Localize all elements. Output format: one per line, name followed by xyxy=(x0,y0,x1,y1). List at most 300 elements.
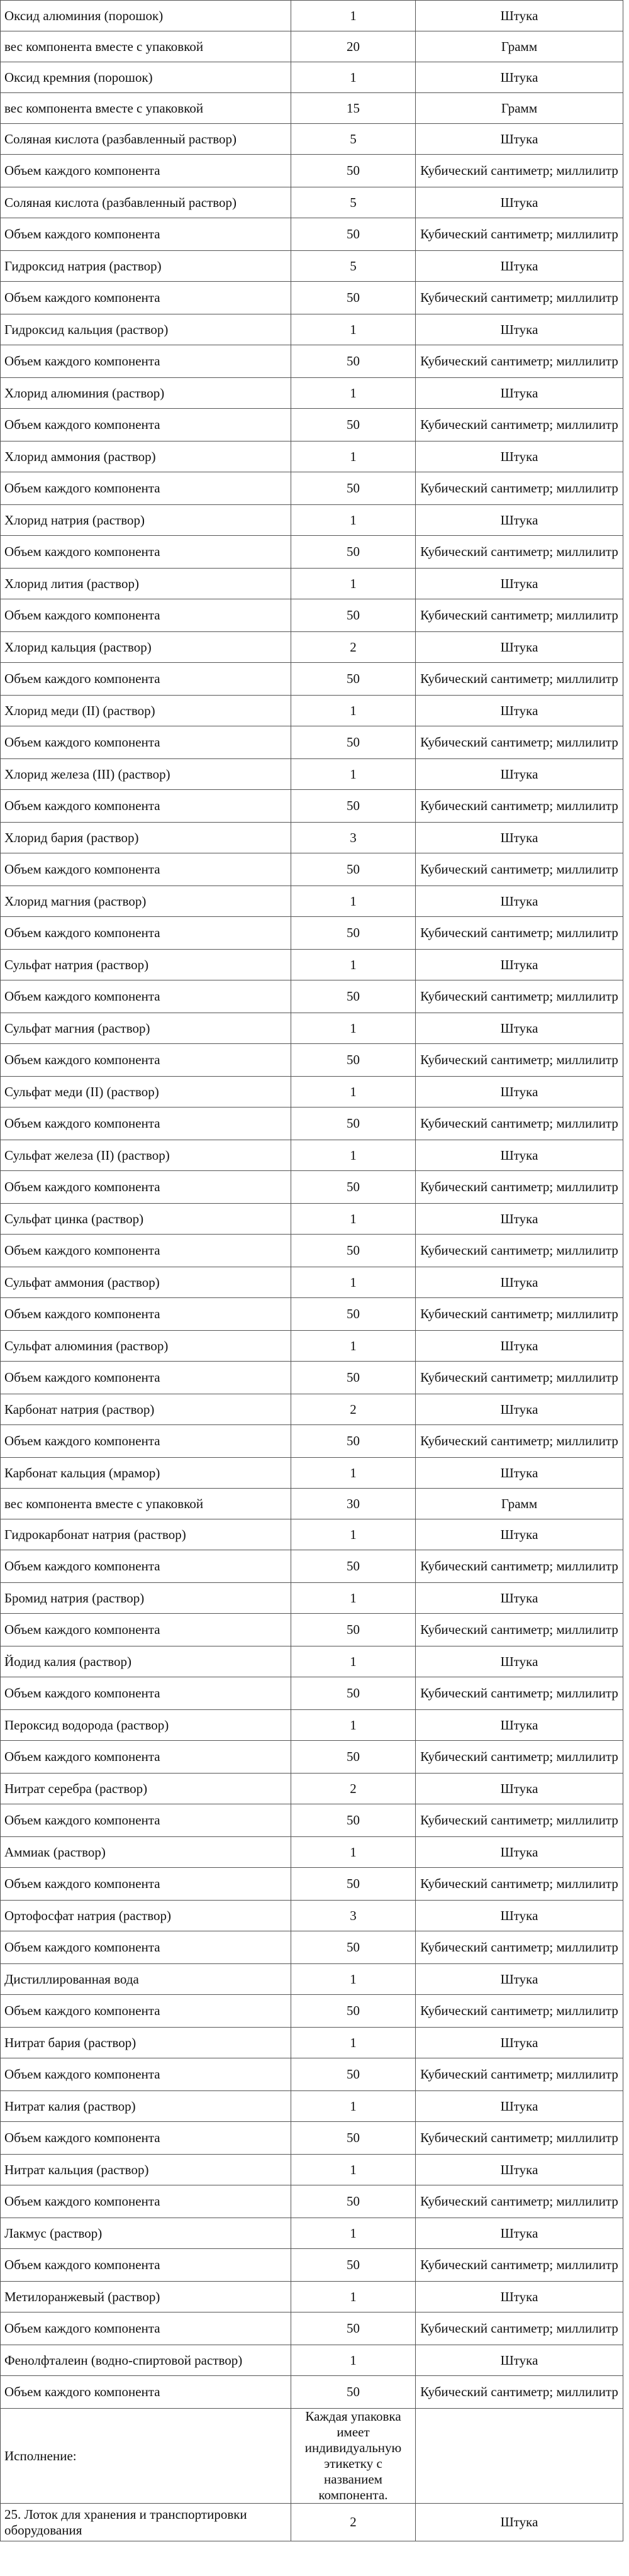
cell-name: Объем каждого компонента xyxy=(1,2376,291,2409)
table-row xyxy=(1,599,623,632)
cell-quantity: 2 xyxy=(291,1394,416,1425)
table-row xyxy=(1,1298,623,1331)
cell-name: Объем каждого компонента xyxy=(1,1108,291,1140)
cell-unit: Кубический сантиметр; миллилитр xyxy=(416,282,623,314)
cell-unit: Грамм xyxy=(416,93,623,124)
cell-quantity: Каждая упаковка имеет индивидуальную этикетку с названием компонента. xyxy=(291,2409,416,2504)
cell-name: Объем каждого компонента xyxy=(1,1804,291,1837)
table-row xyxy=(1,886,623,917)
table-row xyxy=(1,93,623,124)
cell-unit: Кубический сантиметр; миллилитр xyxy=(416,2185,623,2218)
cell-unit: Кубический сантиметр; миллилитр xyxy=(416,2249,623,2282)
cell-quantity: 1 xyxy=(291,2218,416,2249)
table-row xyxy=(1,2028,623,2058)
cell-quantity: 50 xyxy=(291,2122,416,2155)
table-row xyxy=(1,1331,623,1362)
cell-quantity: 1 xyxy=(291,1331,416,1362)
cell-unit: Кубический сантиметр; миллилитр xyxy=(416,1235,623,1267)
table-row xyxy=(1,632,623,663)
cell-unit: Штука xyxy=(416,2218,623,2249)
table-row xyxy=(1,187,623,218)
cell-name: Объем каждого компонента xyxy=(1,1362,291,1394)
cell-name: Сульфат алюминия (раствор) xyxy=(1,1331,291,1362)
table-row xyxy=(1,1741,623,1774)
cell-quantity: 50 xyxy=(291,2376,416,2409)
cell-name: Объем каждого компонента xyxy=(1,409,291,441)
table-row xyxy=(1,569,623,599)
table-row xyxy=(1,1235,623,1267)
cell-quantity: 50 xyxy=(291,1804,416,1837)
table-row xyxy=(1,1837,623,1868)
cell-name: Оксид алюминия (порошок) xyxy=(1,1,291,31)
cell-unit: Штука xyxy=(416,1331,623,1362)
table-row xyxy=(1,2122,623,2155)
table-row xyxy=(1,2312,623,2345)
cell-name: Объем каждого компонента xyxy=(1,1550,291,1583)
table-row xyxy=(1,1550,623,1583)
cell-name: Объем каждого компонента xyxy=(1,282,291,314)
cell-quantity: 50 xyxy=(291,409,416,441)
cell-quantity: 1 xyxy=(291,1140,416,1171)
cell-unit: Кубический сантиметр; миллилитр xyxy=(416,155,623,187)
table-row xyxy=(1,345,623,378)
cell-unit: Штука xyxy=(416,1394,623,1425)
cell-name: Хлорид железа (III) (раствор) xyxy=(1,759,291,790)
cell-quantity: 1 xyxy=(291,1458,416,1489)
cell-name: Объем каждого компонента xyxy=(1,917,291,950)
cell-quantity: 1 xyxy=(291,2345,416,2376)
cell-name: Объем каждого компонента xyxy=(1,790,291,823)
cell-unit: Штука xyxy=(416,2091,623,2122)
cell-unit: Штука xyxy=(416,1583,623,1614)
cell-unit: Штука xyxy=(416,2504,623,2541)
cell-quantity: 1 xyxy=(291,1837,416,1868)
cell-name: Карбонат кальция (мрамор) xyxy=(1,1458,291,1489)
cell-unit: Штука xyxy=(416,1901,623,1931)
cell-name: Сульфат цинка (раствор) xyxy=(1,1204,291,1235)
cell-unit: Кубический сантиметр; миллилитр xyxy=(416,1298,623,1331)
cell-quantity: 50 xyxy=(291,155,416,187)
cell-quantity: 1 xyxy=(291,696,416,726)
table-row xyxy=(1,1204,623,1235)
table-row xyxy=(1,2504,623,2541)
cell-quantity: 1 xyxy=(291,1583,416,1614)
table-row xyxy=(1,663,623,696)
cell-quantity: 50 xyxy=(291,599,416,632)
table-row xyxy=(1,1044,623,1077)
cell-name: Сульфат меди (II) (раствор) xyxy=(1,1077,291,1108)
cell-name: Хлорид меди (II) (раствор) xyxy=(1,696,291,726)
cell-unit: Штука xyxy=(416,1267,623,1298)
cell-quantity: 1 xyxy=(291,1,416,31)
cell-unit: Штука xyxy=(416,1774,623,1804)
cell-name: Объем каждого компонента xyxy=(1,2185,291,2218)
cell-unit: Штука xyxy=(416,251,623,282)
table-row xyxy=(1,1489,623,1519)
cell-unit: Штука xyxy=(416,1646,623,1677)
table-row xyxy=(1,2282,623,2312)
cell-name: Объем каждого компонента xyxy=(1,726,291,759)
cell-quantity: 1 xyxy=(291,1077,416,1108)
cell-unit: Кубический сантиметр; миллилитр xyxy=(416,726,623,759)
cell-unit: Кубический сантиметр; миллилитр xyxy=(416,917,623,950)
cell-quantity: 1 xyxy=(291,378,416,409)
cell-name: Объем каждого компонента xyxy=(1,1235,291,1267)
cell-quantity: 50 xyxy=(291,663,416,696)
table-row xyxy=(1,31,623,62)
cell-unit: Кубический сантиметр; миллилитр xyxy=(416,1425,623,1458)
table-row xyxy=(1,218,623,251)
cell-quantity: 50 xyxy=(291,1108,416,1140)
cell-quantity: 2 xyxy=(291,1774,416,1804)
cell-unit: Штука xyxy=(416,1519,623,1550)
table-row xyxy=(1,823,623,853)
cell-quantity: 1 xyxy=(291,2091,416,2122)
cell-unit: Кубический сантиметр; миллилитр xyxy=(416,2312,623,2345)
cell-quantity: 50 xyxy=(291,2249,416,2282)
cell-unit: Штука xyxy=(416,1077,623,1108)
cell-unit: Кубический сантиметр; миллилитр xyxy=(416,1741,623,1774)
cell-unit: Кубический сантиметр; миллилитр xyxy=(416,790,623,823)
cell-unit: Кубический сантиметр; миллилитр xyxy=(416,853,623,886)
table-row xyxy=(1,2185,623,2218)
cell-quantity: 3 xyxy=(291,823,416,853)
table-row xyxy=(1,282,623,314)
cell-unit: Штука xyxy=(416,2155,623,2185)
table-row xyxy=(1,1677,623,1710)
cell-quantity: 50 xyxy=(291,218,416,251)
cell-name: Объем каждого компонента xyxy=(1,2249,291,2282)
cell-quantity: 1 xyxy=(291,2155,416,2185)
table-row xyxy=(1,155,623,187)
cell-name: Объем каждого компонента xyxy=(1,1425,291,1458)
table-row xyxy=(1,950,623,980)
cell-name: Хлорид лития (раствор) xyxy=(1,569,291,599)
cell-quantity: 2 xyxy=(291,2504,416,2541)
table-row xyxy=(1,726,623,759)
cell-name: Нитрат калия (раствор) xyxy=(1,2091,291,2122)
table-row xyxy=(1,1013,623,1044)
cell-unit: Кубический сантиметр; миллилитр xyxy=(416,1868,623,1901)
table-row xyxy=(1,1710,623,1741)
cell-name: Объем каждого компонента xyxy=(1,2312,291,2345)
table-row xyxy=(1,917,623,950)
cell-name: Сульфат натрия (раствор) xyxy=(1,950,291,980)
table-row xyxy=(1,1995,623,2028)
cell-unit: Штука xyxy=(416,1837,623,1868)
cell-name: Нитрат серебра (раствор) xyxy=(1,1774,291,1804)
cell-unit: Штука xyxy=(416,62,623,93)
cell-name: Нитрат кальция (раствор) xyxy=(1,2155,291,2185)
cell-unit: Кубический сантиметр; миллилитр xyxy=(416,1677,623,1710)
table-row xyxy=(1,1267,623,1298)
cell-unit: Кубический сантиметр; миллилитр xyxy=(416,409,623,441)
cell-quantity: 50 xyxy=(291,1298,416,1331)
cell-name: Объем каждого компонента xyxy=(1,1931,291,1964)
cell-name: Объем каждого компонента xyxy=(1,1995,291,2028)
cell-unit: Штука xyxy=(416,2282,623,2312)
table-row xyxy=(1,1519,623,1550)
table-row xyxy=(1,2409,623,2504)
cell-quantity: 30 xyxy=(291,1489,416,1519)
cell-unit: Штука xyxy=(416,1458,623,1489)
cell-quantity: 50 xyxy=(291,1931,416,1964)
cell-name: Объем каждого компонента xyxy=(1,1171,291,1204)
table-row xyxy=(1,759,623,790)
table-row xyxy=(1,853,623,886)
cell-quantity: 50 xyxy=(291,1044,416,1077)
cell-unit: Кубический сантиметр; миллилитр xyxy=(416,980,623,1013)
cell-unit: Штука xyxy=(416,2028,623,2058)
table-row xyxy=(1,1458,623,1489)
cell-name: Дистиллированная вода xyxy=(1,1964,291,1995)
table-row xyxy=(1,980,623,1013)
cell-name: Объем каждого компонента xyxy=(1,2058,291,2091)
table-row xyxy=(1,1362,623,1394)
cell-quantity: 1 xyxy=(291,2028,416,2058)
cell-quantity: 50 xyxy=(291,1868,416,1901)
cell-quantity: 1 xyxy=(291,886,416,917)
cell-quantity: 50 xyxy=(291,1171,416,1204)
cell-name: Объем каждого компонента xyxy=(1,472,291,505)
cell-name: Объем каждого компонента xyxy=(1,1614,291,1646)
table-row xyxy=(1,505,623,536)
cell-unit: Кубический сантиметр; миллилитр xyxy=(416,2122,623,2155)
cell-name: Бромид натрия (раствор) xyxy=(1,1583,291,1614)
cell-name: Гидроксид натрия (раствор) xyxy=(1,251,291,282)
cell-unit: Кубический сантиметр; миллилитр xyxy=(416,2376,623,2409)
cell-quantity: 20 xyxy=(291,31,416,62)
table-row xyxy=(1,62,623,93)
cell-unit: Кубический сантиметр; миллилитр xyxy=(416,1804,623,1837)
cell-name: Оксид кремния (порошок) xyxy=(1,62,291,93)
table-row xyxy=(1,314,623,345)
cell-name: Сульфат магния (раствор) xyxy=(1,1013,291,1044)
cell-quantity: 50 xyxy=(291,1995,416,2028)
cell-unit: Штука xyxy=(416,1,623,31)
cell-quantity: 50 xyxy=(291,790,416,823)
cell-quantity: 1 xyxy=(291,759,416,790)
table-row xyxy=(1,2155,623,2185)
cell-name: Объем каждого компонента xyxy=(1,663,291,696)
cell-unit: Кубический сантиметр; миллилитр xyxy=(416,1931,623,1964)
cell-unit: Кубический сантиметр; миллилитр xyxy=(416,2058,623,2091)
table-row xyxy=(1,1964,623,1995)
cell-quantity: 50 xyxy=(291,726,416,759)
cell-name: Нитрат бария (раствор) xyxy=(1,2028,291,2058)
table-row xyxy=(1,1583,623,1614)
cell-name: Сульфат железа (II) (раствор) xyxy=(1,1140,291,1171)
cell-quantity: 50 xyxy=(291,2058,416,2091)
table-row xyxy=(1,441,623,472)
table-row xyxy=(1,1171,623,1204)
cell-name: Объем каждого компонента xyxy=(1,1298,291,1331)
table-row xyxy=(1,1108,623,1140)
cell-name: Хлорид магния (раствор) xyxy=(1,886,291,917)
table-row xyxy=(1,536,623,569)
cell-unit: Штука xyxy=(416,1140,623,1171)
cell-unit: Штука xyxy=(416,187,623,218)
cell-quantity: 1 xyxy=(291,314,416,345)
cell-quantity: 1 xyxy=(291,62,416,93)
cell-name: Лакмус (раствор) xyxy=(1,2218,291,2249)
cell-unit: Штука xyxy=(416,886,623,917)
table-row xyxy=(1,1140,623,1171)
cell-name: Исполнение: xyxy=(1,2409,291,2504)
cell-name: Объем каждого компонента xyxy=(1,536,291,569)
cell-name: Пероксид водорода (раствор) xyxy=(1,1710,291,1741)
cell-name: Хлорид бария (раствор) xyxy=(1,823,291,853)
table-row xyxy=(1,1425,623,1458)
cell-unit: Штука xyxy=(416,124,623,155)
cell-unit: Кубический сантиметр; миллилитр xyxy=(416,536,623,569)
table-row xyxy=(1,1804,623,1837)
table-row xyxy=(1,2376,623,2409)
cell-name: Объем каждого компонента xyxy=(1,1868,291,1901)
cell-quantity: 50 xyxy=(291,853,416,886)
cell-unit: Штука xyxy=(416,823,623,853)
cell-unit: Кубический сантиметр; миллилитр xyxy=(416,1108,623,1140)
table-row xyxy=(1,1614,623,1646)
cell-quantity: 50 xyxy=(291,2312,416,2345)
spec-table-body xyxy=(1,1,623,2541)
table-row xyxy=(1,2218,623,2249)
cell-quantity: 50 xyxy=(291,1614,416,1646)
cell-quantity: 50 xyxy=(291,345,416,378)
table-row xyxy=(1,1901,623,1931)
cell-unit: Штука xyxy=(416,950,623,980)
cell-name: Объем каждого компонента xyxy=(1,980,291,1013)
cell-name: Ортофосфат натрия (раствор) xyxy=(1,1901,291,1931)
cell-unit: Штука xyxy=(416,569,623,599)
cell-quantity: 50 xyxy=(291,2185,416,2218)
cell-name: Аммиак (раствор) xyxy=(1,1837,291,1868)
cell-unit: Грамм xyxy=(416,1489,623,1519)
cell-name: Объем каждого компонента xyxy=(1,853,291,886)
cell-name: Хлорид аммония (раствор) xyxy=(1,441,291,472)
cell-name: Гидрокарбонат натрия (раствор) xyxy=(1,1519,291,1550)
cell-quantity: 1 xyxy=(291,1267,416,1298)
cell-quantity: 1 xyxy=(291,505,416,536)
cell-quantity: 1 xyxy=(291,1710,416,1741)
cell-quantity: 15 xyxy=(291,93,416,124)
cell-name: вес компонента вместе с упаковкой xyxy=(1,93,291,124)
table-row xyxy=(1,1646,623,1677)
cell-unit: Штука xyxy=(416,505,623,536)
cell-name: Объем каждого компонента xyxy=(1,155,291,187)
cell-quantity: 3 xyxy=(291,1901,416,1931)
cell-name: Объем каждого компонента xyxy=(1,1044,291,1077)
cell-name: Фенолфталеин (водно-спиртовой раствор) xyxy=(1,2345,291,2376)
cell-name: 25. Лоток для хранения и транспортировки оборудования xyxy=(1,2504,291,2541)
cell-name: Соляная кислота (разбавленный раствор) xyxy=(1,187,291,218)
cell-quantity: 1 xyxy=(291,1013,416,1044)
cell-name: Объем каждого компонента xyxy=(1,1741,291,1774)
cell-quantity: 50 xyxy=(291,917,416,950)
cell-unit: Кубический сантиметр; миллилитр xyxy=(416,1044,623,1077)
table-row xyxy=(1,790,623,823)
cell-name: Объем каждого компонента xyxy=(1,2122,291,2155)
cell-name: Карбонат натрия (раствор) xyxy=(1,1394,291,1425)
cell-name: Объем каждого компонента xyxy=(1,345,291,378)
cell-name: Йодид калия (раствор) xyxy=(1,1646,291,1677)
table-row xyxy=(1,251,623,282)
cell-quantity: 50 xyxy=(291,1362,416,1394)
table-row xyxy=(1,2345,623,2376)
cell-name: Объем каждого компонента xyxy=(1,218,291,251)
cell-unit: Штука xyxy=(416,1013,623,1044)
cell-unit: Грамм xyxy=(416,31,623,62)
cell-unit: Кубический сантиметр; миллилитр xyxy=(416,1362,623,1394)
cell-unit: Штука xyxy=(416,1710,623,1741)
cell-quantity: 50 xyxy=(291,980,416,1013)
cell-quantity: 1 xyxy=(291,1519,416,1550)
table-row xyxy=(1,1,623,31)
cell-quantity: 1 xyxy=(291,950,416,980)
cell-name: Сульфат аммония (раствор) xyxy=(1,1267,291,1298)
cell-quantity: 50 xyxy=(291,536,416,569)
cell-quantity: 50 xyxy=(291,282,416,314)
cell-name: Хлорид алюминия (раствор) xyxy=(1,378,291,409)
cell-quantity: 50 xyxy=(291,1741,416,1774)
table-row xyxy=(1,1394,623,1425)
cell-unit xyxy=(416,2409,623,2504)
cell-unit: Штука xyxy=(416,1204,623,1235)
cell-unit: Кубический сантиметр; миллилитр xyxy=(416,472,623,505)
table-row xyxy=(1,2249,623,2282)
cell-quantity: 2 xyxy=(291,632,416,663)
cell-quantity: 1 xyxy=(291,1646,416,1677)
cell-unit: Штука xyxy=(416,378,623,409)
cell-unit: Кубический сантиметр; миллилитр xyxy=(416,599,623,632)
cell-quantity: 50 xyxy=(291,472,416,505)
cell-unit: Штука xyxy=(416,441,623,472)
table-row xyxy=(1,409,623,441)
table-row xyxy=(1,696,623,726)
cell-unit: Кубический сантиметр; миллилитр xyxy=(416,218,623,251)
cell-unit: Кубический сантиметр; миллилитр xyxy=(416,1171,623,1204)
cell-quantity: 5 xyxy=(291,124,416,155)
cell-quantity: 50 xyxy=(291,1425,416,1458)
cell-name: Соляная кислота (разбавленный раствор) xyxy=(1,124,291,155)
cell-unit: Штука xyxy=(416,1964,623,1995)
cell-name: Метилоранжевый (раствор) xyxy=(1,2282,291,2312)
cell-unit: Кубический сантиметр; миллилитр xyxy=(416,1614,623,1646)
cell-quantity: 5 xyxy=(291,187,416,218)
cell-quantity: 50 xyxy=(291,1235,416,1267)
cell-unit: Штука xyxy=(416,2345,623,2376)
cell-unit: Штука xyxy=(416,759,623,790)
cell-unit: Кубический сантиметр; миллилитр xyxy=(416,345,623,378)
table-row xyxy=(1,1774,623,1804)
cell-name: Объем каждого компонента xyxy=(1,1677,291,1710)
table-row xyxy=(1,1931,623,1964)
cell-unit: Штука xyxy=(416,632,623,663)
cell-quantity: 5 xyxy=(291,251,416,282)
table-row xyxy=(1,124,623,155)
cell-name: Хлорид кальция (раствор) xyxy=(1,632,291,663)
cell-quantity: 1 xyxy=(291,441,416,472)
cell-quantity: 1 xyxy=(291,1964,416,1995)
cell-name: Хлорид натрия (раствор) xyxy=(1,505,291,536)
cell-quantity: 50 xyxy=(291,1550,416,1583)
cell-quantity: 50 xyxy=(291,1677,416,1710)
cell-unit: Штука xyxy=(416,314,623,345)
cell-name: Объем каждого компонента xyxy=(1,599,291,632)
cell-unit: Кубический сантиметр; миллилитр xyxy=(416,1550,623,1583)
cell-unit: Кубический сантиметр; миллилитр xyxy=(416,1995,623,2028)
cell-name: вес компонента вместе с упаковкой xyxy=(1,31,291,62)
